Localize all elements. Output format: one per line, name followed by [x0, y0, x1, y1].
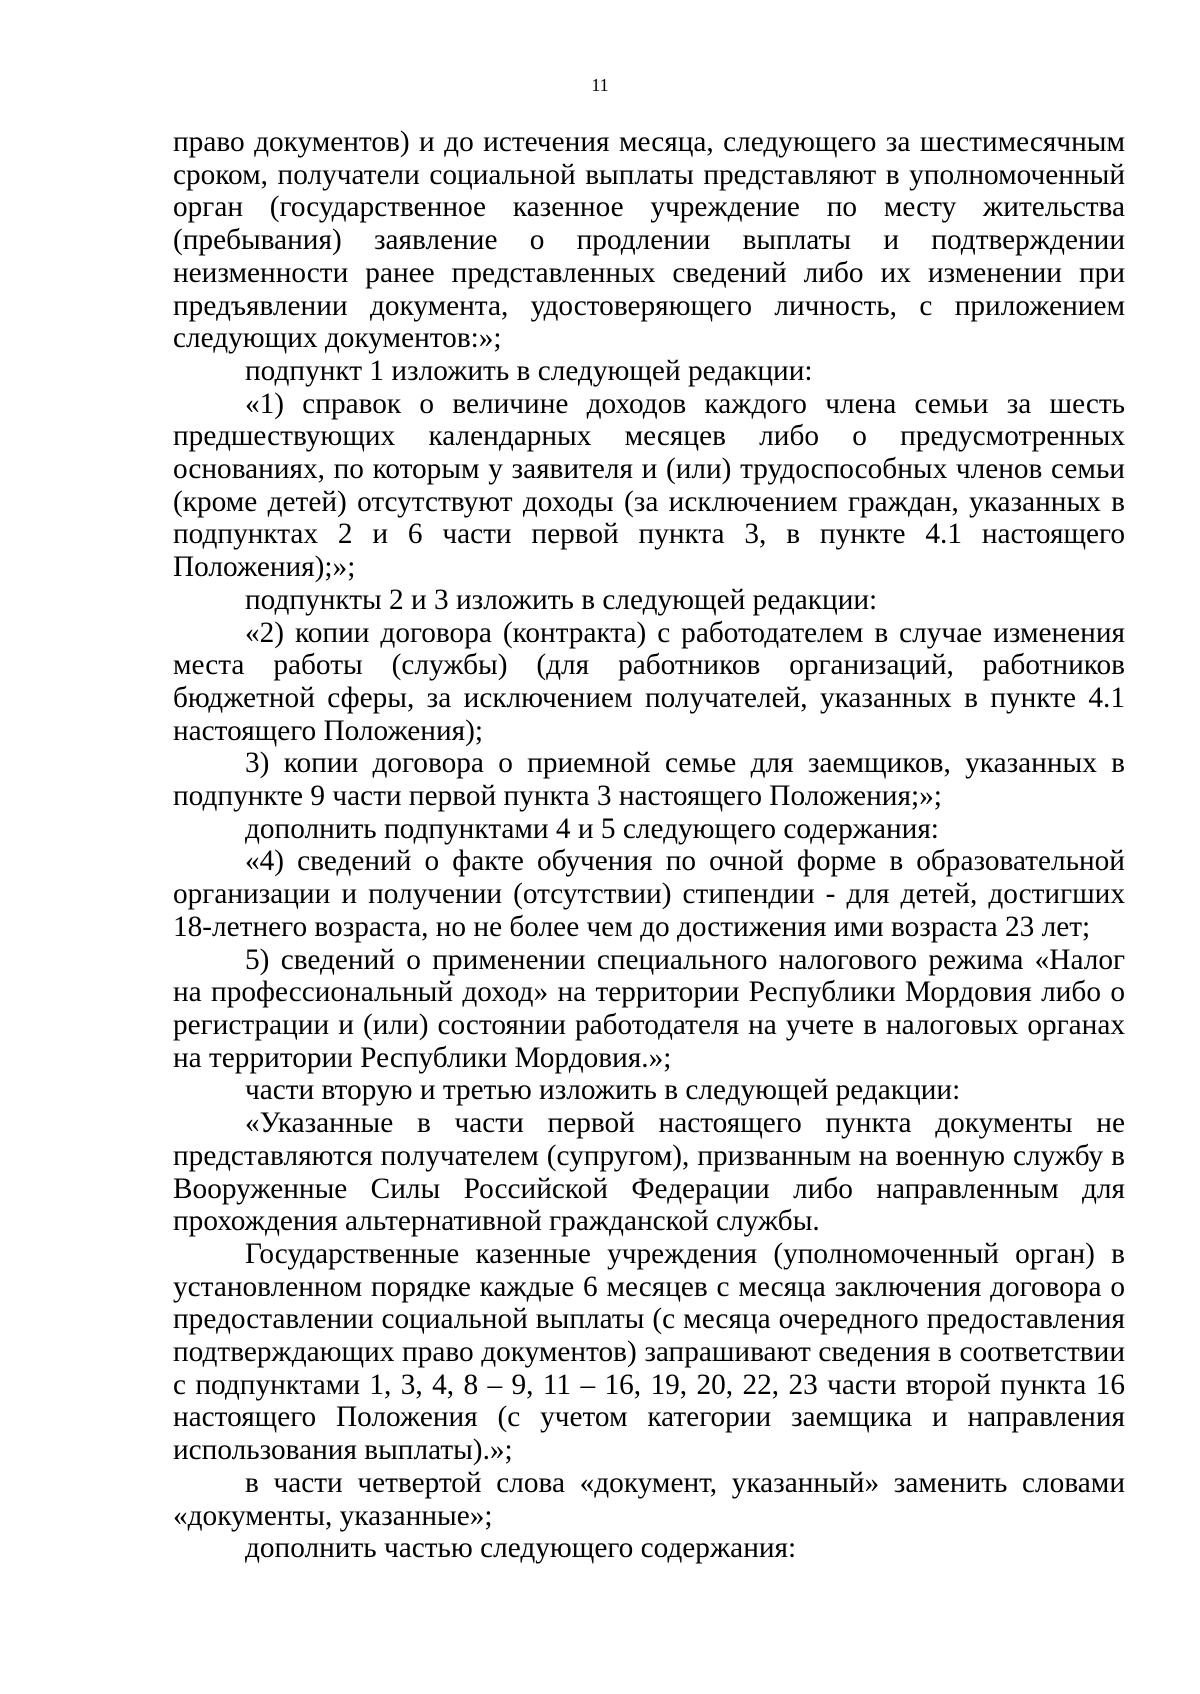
- paragraph-part-3: Государственные казенные учреждения (уполномоченный орган) в установленном порядке каждые 6 месяцев с месяца заключения договора о предоставлении социальной выплаты (с месяца очередного предоставления подтверждающих право документов) запрашивают сведения в соответствии с подпунктами 1, 3, 4, 8 – 9, 11 – 16, 19, 20, 22, 23 части второй пункта 16 настоящего Положения (с учетом категории заемщика и направления использования выплаты).»;: [173, 1237, 1125, 1467]
- paragraph-subpoint-1: «1) справок о величине доходов каждого члена семьи за шесть предшествующих календарных месяцев либо о предусмотренных основаниях, по которым у заявителя и (или) трудоспособных членов семьи (кроме детей) отсутствуют доходы (за исключением граждан, указанных в подпунктах 2 и 6 части первой пункта 3, в пункте 4.1 настоящего Положения);»;: [173, 387, 1125, 584]
- paragraph-continuation: право документов) и до истечения месяца, следующего за шестимесячным сроком, получатели социальной выплаты представляют в уполномоченный орган (государственное казенное учреждение по месту жительства (пребывания) заявление о продлении выплаты и подтверждении неизменности ранее представленных сведений либо их изменении при предъявлении документа, удостоверяющего личность, с приложением следующих документов:»;: [173, 126, 1125, 355]
- document-body: [173, 126, 1125, 1565]
- paragraph-subpoint-2: «2) копии договора (контракта) с работодателем в случае изменения места работы (службы) (для работников организаций, работников бюджетной сферы, за исключением получателей, указанных в пункте 4.1 настоящего Положения);: [173, 616, 1125, 747]
- paragraph-instruction-part-4: в части четвертой слова «документ, указанный» заменить словами «документы, указанные»;: [173, 1466, 1125, 1532]
- paragraph-instruction-parts-2-3: части вторую и третью изложить в следующей редакции:: [245, 1074, 961, 1107]
- page-number: 11: [591, 75, 609, 95]
- paragraph-instruction-add-part: дополнить частью следующего содержания:: [245, 1532, 797, 1565]
- paragraph-subpoint-4: «4) сведений о факте обучения по очной форме в образовательной организации и получении (отсутствии) стипендии - для детей, достигших 18-летнего возраста, но не более чем до достижения ими возраста 23 лет;: [173, 845, 1125, 943]
- paragraph-subpoint-5: 5) сведений о применении специального налогового режима «Налог на профессиональный доход» на территории Республики Мордовия либо о регистрации и (или) состоянии работодателя на учете в налоговых органах на территории Республики Мордовия.»;: [173, 943, 1125, 1074]
- paragraph-instruction-subpoint-1: подпункт 1 изложить в следующей редакции:: [245, 354, 813, 387]
- paragraph-instruction-subpoints-2-3: подпункты 2 и 3 изложить в следующей редакции:: [245, 583, 878, 616]
- paragraph-instruction-subpoints-4-5: дополнить подпунктами 4 и 5 следующего содержания:: [245, 812, 939, 845]
- paragraph-part-2: «Указанные в части первой настоящего пункта документы не представляются получателем (супругом), призванным на военную службу в Вооруженные Силы Российской Федерации либо направленным для прохождения альтернативной гражданской службы.: [173, 1107, 1125, 1238]
- paragraph-subpoint-3: 3) копии договора о приемной семье для заемщиков, указанных в подпункте 9 части первой пункта 3 настоящего Положения;»;: [173, 747, 1125, 813]
